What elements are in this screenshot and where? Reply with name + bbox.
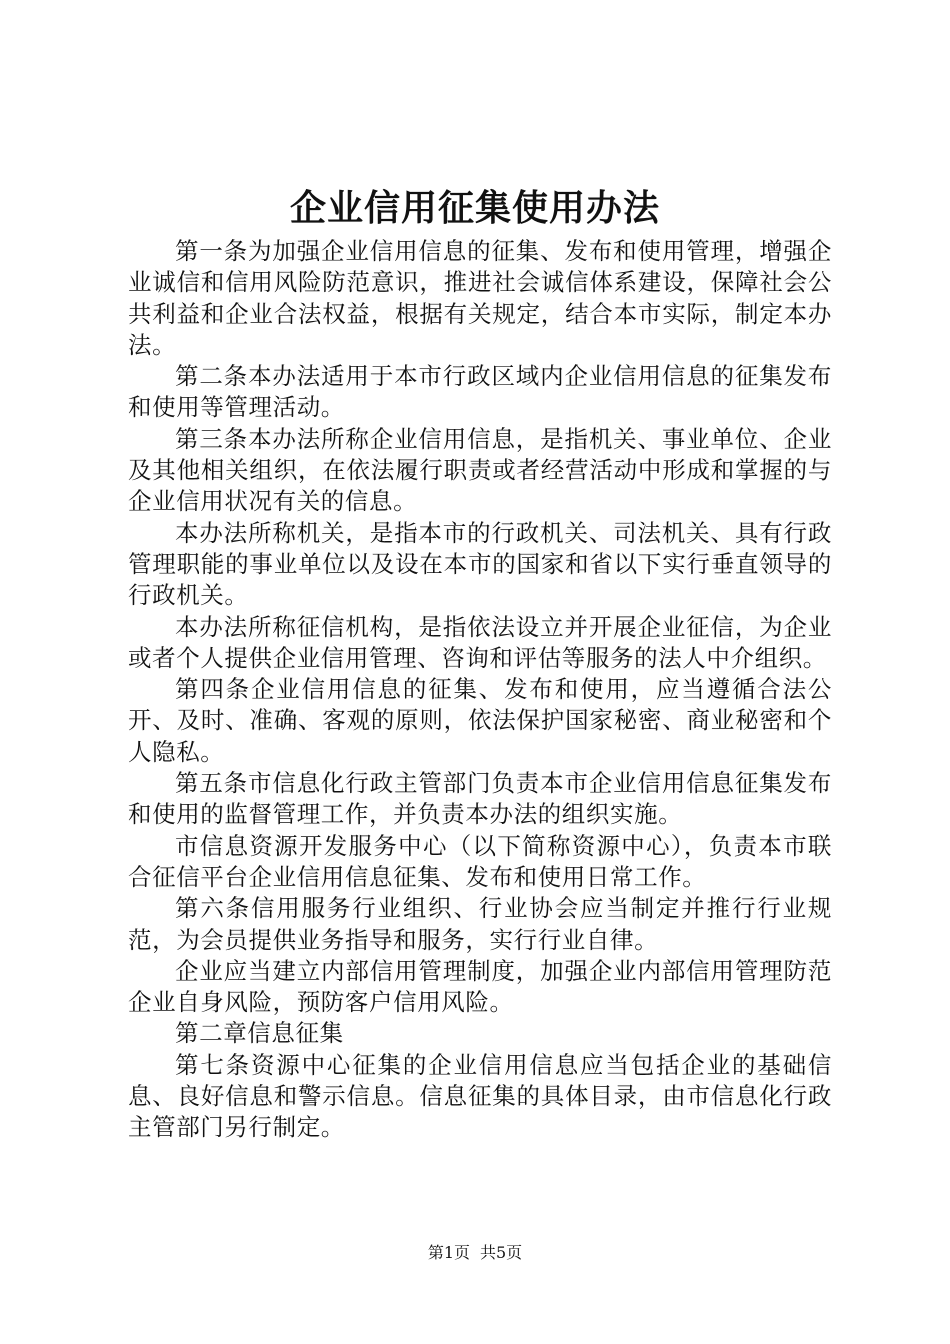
page-total: 共5页 bbox=[480, 1243, 523, 1262]
paragraph-article-3: 第三条本办法所称企业信用信息，是指机关、事业单位、企业及其他相关组织，在依法履行职责或者经营活动中形成和掌握的与企业信用状况有关的信息。 bbox=[128, 424, 832, 516]
paragraph-article-5: 第五条市信息化行政主管部门负责本市企业信用信息征集发布和使用的监督管理工作，并负责本办法的组织实施。 bbox=[128, 769, 832, 829]
document-body bbox=[128, 236, 832, 1144]
page-footer bbox=[0, 1241, 950, 1265]
paragraph-article-4: 第四条企业信用信息的征集、发布和使用，应当遵循合法公开、及时、准确、客观的原则，依法保护国家秘密、商业秘密和个人隐私。 bbox=[128, 675, 832, 766]
paragraph-article-6: 第六条信用服务行业组织、行业协会应当制定并推行行业规范，为会员提供业务指导和服务，实行行业自律。 bbox=[128, 894, 832, 954]
paragraph-article-1: 第一条为加强企业信用信息的征集、发布和使用管理，增强企业诚信和信用风险防范意识，推进社会诚信体系建设，保障社会公共利益和企业合法权益，根据有关规定，结合本市实际，制定本办法。 bbox=[128, 237, 832, 359]
paragraph-credit-agency-definition: 本办法所称征信机构，是指依法设立并开展企业征信，为企业或者个人提供企业信用管理、咨询和评估等服务的法人中介组织。 bbox=[128, 612, 832, 672]
chapter-heading: 第二章信息征集 bbox=[175, 1019, 344, 1048]
paragraph-article-2: 第二条本办法适用于本市行政区域内企业信用信息的征集发布和使用等管理活动。 bbox=[128, 362, 832, 422]
document-title: 企业信用征集使用办法 bbox=[289, 187, 660, 229]
paragraph-resource-center: 市信息资源开发服务中心（以下简称资源中心），负责本市联合征信平台企业信用信息征集、发布和使用日常工作。 bbox=[128, 831, 832, 891]
paragraph-enterprise-management: 企业应当建立内部信用管理制度，加强企业内部信用管理防范企业自身风险，预防客户信用风险。 bbox=[128, 956, 832, 1017]
paragraph-organs-definition: 本办法所称机关，是指本市的行政机关、司法机关、具有行政管理职能的事业单位以及设在本市的国家和省以下实行垂直领导的行政机关。 bbox=[128, 518, 832, 610]
paragraph-article-7: 第七条资源中心征集的企业信用信息应当包括企业的基础信息、良好信息和警示信息。信息征集的具体目录，由市信息化行政主管部门另行制定。 bbox=[128, 1050, 832, 1142]
page-number: 第1页 bbox=[427, 1243, 470, 1262]
